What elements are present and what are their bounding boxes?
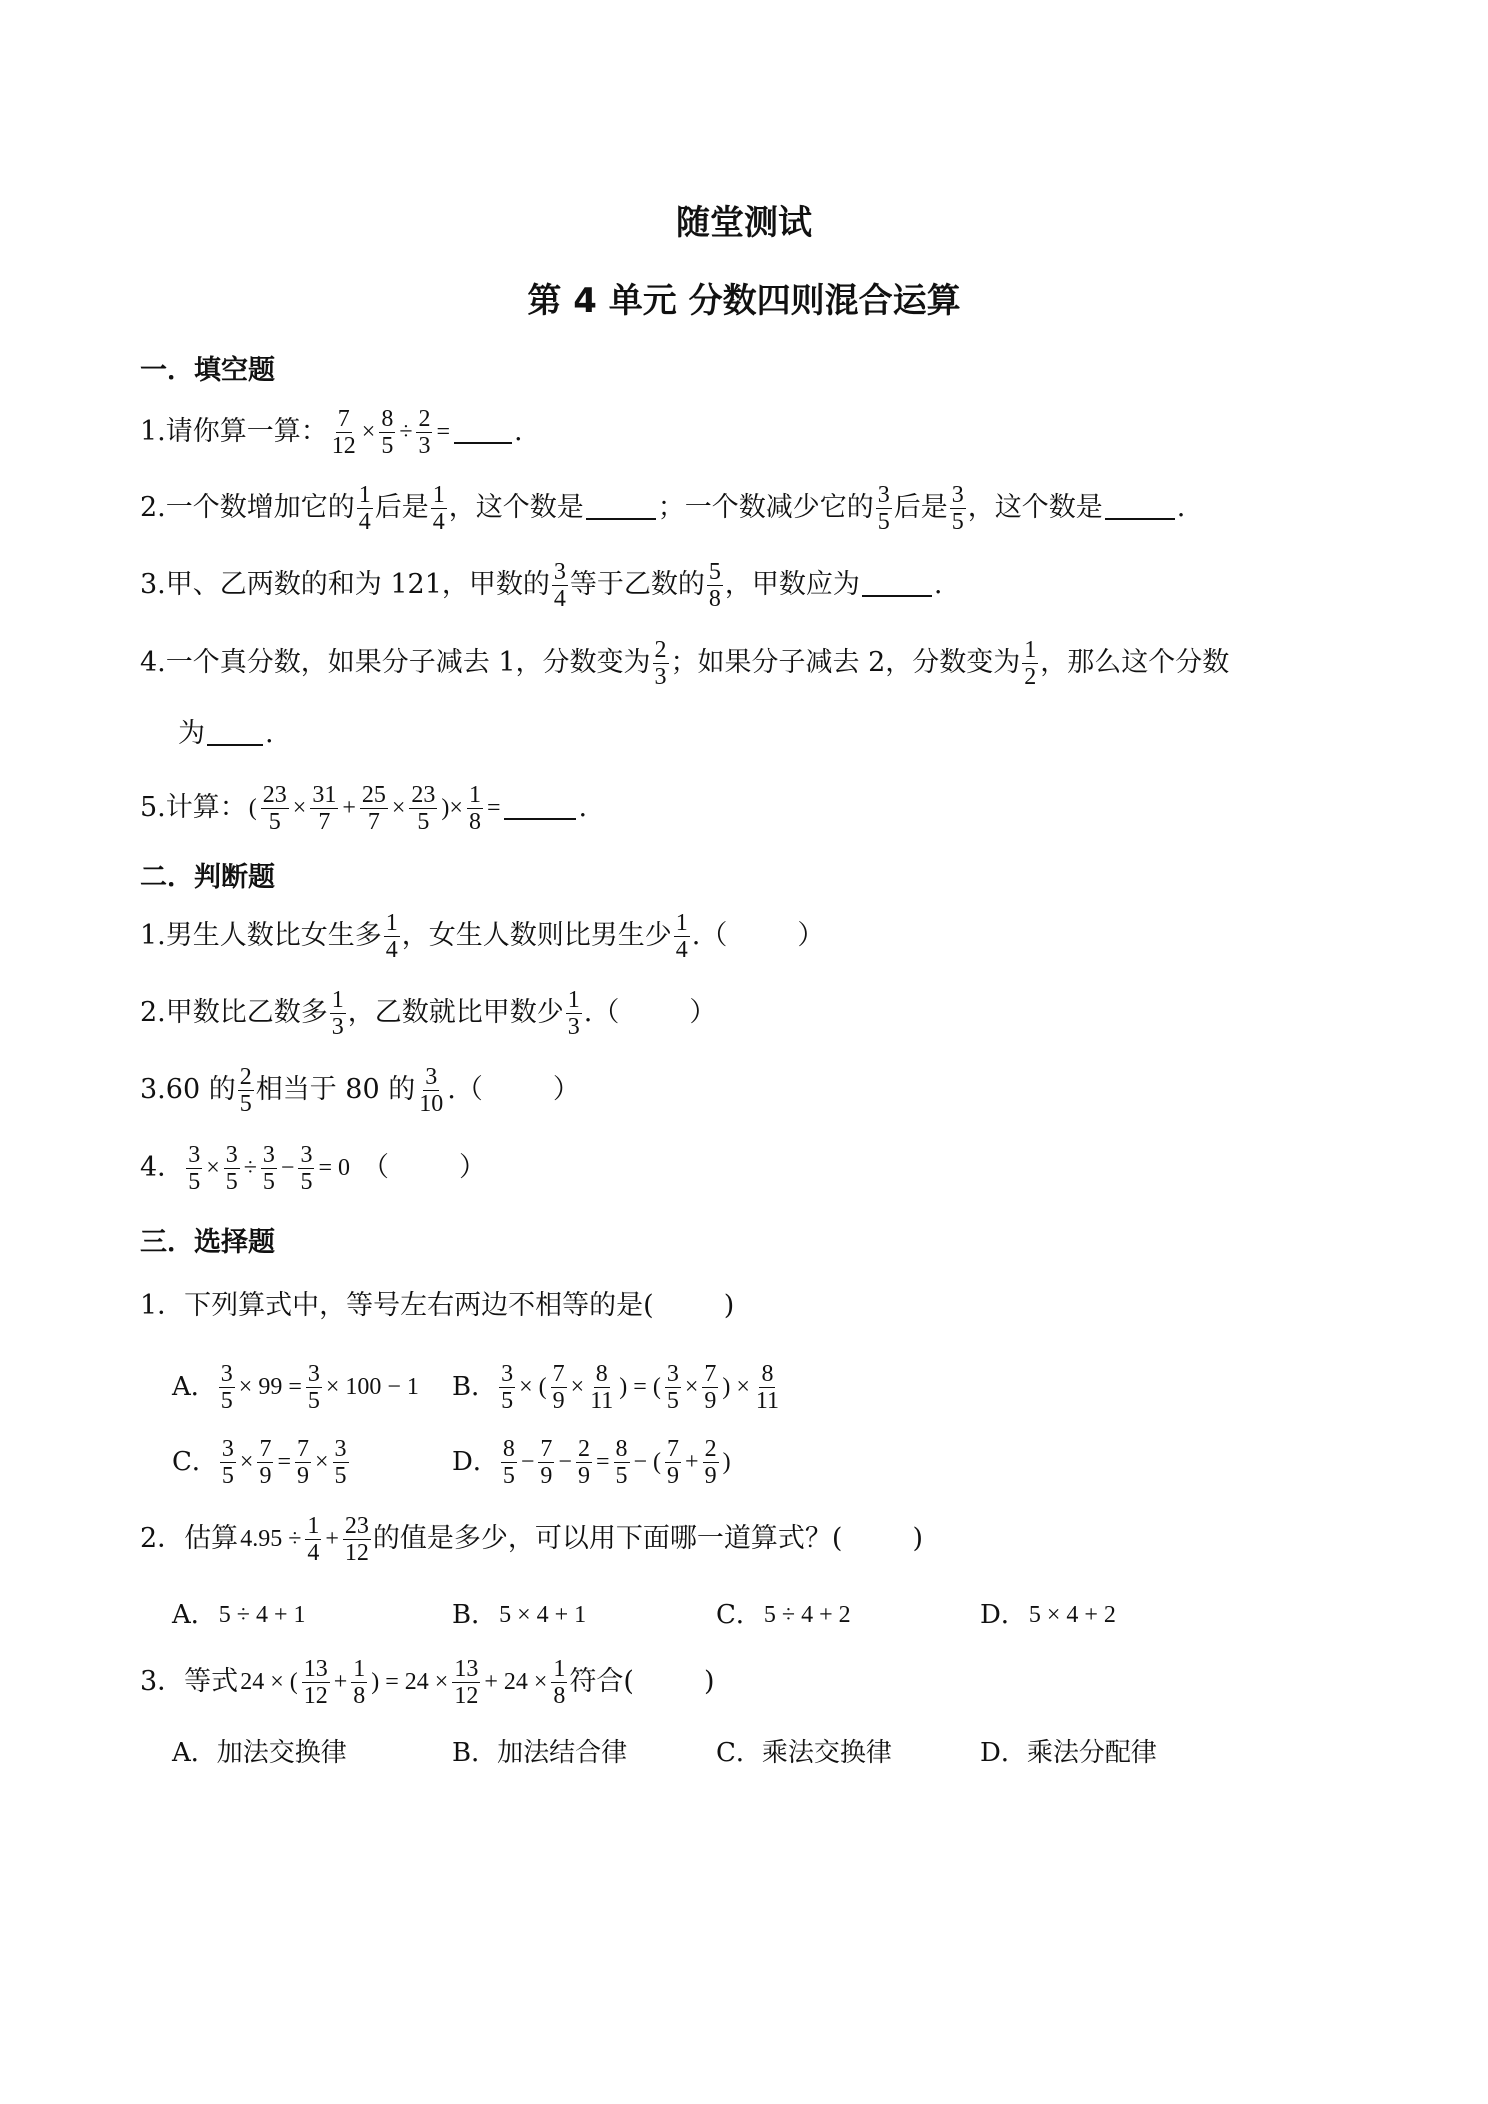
fraction: $\frac{1}{3}$ (331, 986, 344, 1040)
answer-blank[interactable] (454, 420, 512, 444)
choice-1-option-d[interactable]: D． $\frac{8}{5}$ − $\frac{7}{9}$ − $\frac{2}{9}$ = $\frac{8}{5}$ − ( $\frac{7}{9}$ + $\frac{2}{9}$ ) (452, 1435, 731, 1489)
choice-question-2: 2．估算 4.95 ÷ $\frac{1}{4}$ + $\frac{23}{12}$ 的值是多少，可以用下面哪一道算式？( ) (140, 1512, 923, 1566)
page-subtitle: 第 4 单元 分数四则混合运算 (527, 281, 961, 321)
fill-question-5: 5.计算： ( $\frac{23}{5}$ × $\frac{31}{7}$ + $\frac{25}{7}$ × $\frac{23}{5}$ )× $\frac{1}{8}$ = . (140, 781, 588, 835)
choice-3-option-c[interactable]: C． 乘法交换律 (716, 1738, 892, 1768)
question-text: 3.60 的 (140, 1074, 236, 1105)
fraction: $\frac{31}{7}$ (312, 781, 337, 835)
choice-question-1: 1．下列算式中，等号左右两边不相等的是( ) (140, 1276, 734, 1336)
fraction: $\frac{23}{5}$ (411, 781, 436, 835)
fraction: $\frac{2}{3}$ (418, 405, 431, 459)
fraction: $\frac{3}{5}$ (262, 1141, 275, 1195)
fraction: $\frac{23}{5}$ (262, 781, 287, 835)
question-text: 3．等式 (140, 1666, 239, 1697)
choice-question-3: 3．等式 24 × ( $\frac{13}{12}$ + $\frac{1}{8}$ ) = 24 × $\frac{13}{12}$ + 24 × $\frac{1}{8}$ 符合( ) (140, 1655, 715, 1709)
section-heading-judge: 二．判断题 (140, 862, 275, 893)
judge-question-4: 4． $\frac{3}{5}$ × $\frac{3}{5}$ ÷ $\frac{3}{5}$ − $\frac{3}{5}$ = 0 （ ） (140, 1141, 486, 1195)
answer-blank[interactable] (1105, 496, 1175, 520)
fraction: $\frac{8}{5}$ (381, 405, 394, 459)
choice-2-option-d[interactable]: D． 5 × 4 + 2 (980, 1600, 1116, 1630)
fraction: $\frac{1}{4}$ (358, 481, 371, 535)
choice-3-option-b[interactable]: B． 加法结合律 (452, 1738, 628, 1768)
fill-question-4-continued: 为 . (178, 718, 274, 749)
answer-blank[interactable] (207, 722, 263, 746)
fill-question-2: 2.一个数增加它的 $\frac{1}{4}$ 后是 $\frac{1}{4}$ ，这个数是 ；一个数减少它的 $\frac{3}{5}$ 后是 $\frac{3}{5}$ ，这个数是 . (140, 481, 1186, 535)
fraction: $\frac{3}{5}$ (877, 481, 890, 535)
judge-question-1: 1.男生人数比女生多 $\frac{1}{4}$ ，女生人数则比男生少 $\frac{1}{4}$ .（ ） (140, 909, 825, 963)
fraction: $\frac{3}{10}$ (419, 1063, 444, 1117)
fraction: $\frac{3}{5}$ (951, 481, 964, 535)
question-text: 1．下列算式中，等号左右两边不相等的是( (140, 1290, 654, 1321)
fraction: $\frac{3}{5}$ (188, 1141, 201, 1195)
choice-3-option-d[interactable]: D． 乘法分配律 (980, 1738, 1157, 1768)
fraction: $\frac{1}{4}$ (385, 909, 398, 963)
question-text: 3.甲、乙两数的和为 121，甲数的 (140, 569, 550, 600)
fraction: $\frac{1}{8}$ (468, 781, 481, 835)
fill-question-3: 3.甲、乙两数的和为 121，甲数的 $\frac{3}{4}$ 等于乙数的 $\frac{5}{8}$ ，甲数应为 . (140, 558, 943, 612)
choice-2-option-c[interactable]: C． 5 ÷ 4 + 2 (716, 1600, 851, 1630)
question-text: 2.甲数比乙数多 (140, 997, 328, 1028)
fraction: $\frac{1}{4}$ (675, 909, 688, 963)
question-text: 2．估算 (140, 1523, 239, 1554)
fraction: $\frac{1}{4}$ (432, 481, 445, 535)
fill-question-1: 1.请你算一算： $\frac{7}{12}$ × $\frac{8}{5}$ ÷ $\frac{2}{3}$ = . (140, 405, 523, 459)
choice-1-option-a[interactable]: A． $\frac{3}{5}$ × 99 = $\frac{3}{5}$ × 100 − 1 (172, 1360, 419, 1414)
fraction: $\frac{2}{3}$ (654, 636, 667, 690)
fraction: $\frac{1}{2}$ (1024, 636, 1037, 690)
question-text: 1.男生人数比女生多 (140, 920, 382, 951)
fraction: $\frac{1}{3}$ (567, 986, 580, 1040)
fraction: $\frac{25}{7}$ (361, 781, 386, 835)
fraction: $\frac{3}{4}$ (553, 558, 566, 612)
answer-blank[interactable] (586, 496, 656, 520)
fraction: $\frac{7}{12}$ (331, 405, 356, 459)
fraction: $\frac{2}{5}$ (239, 1063, 252, 1117)
fill-question-4: 4.一个真分数，如果分子减去 1，分数变为 $\frac{2}{3}$ ；如果分子减去 2，分数变为 $\frac{1}{2}$ ，那么这个分数 (140, 636, 1230, 690)
choice-3-option-a[interactable]: A． 加法交换律 (172, 1738, 347, 1768)
section-heading-fill: 一．填空题 (140, 355, 275, 386)
choice-1-option-b[interactable]: B． $\frac{3}{5}$ × ( $\frac{7}{9}$ × $\frac{8}{11}$ ) = ( $\frac{3}{5}$ × $\frac{7}{9}$ ) × $\frac{8}{11}$ (452, 1360, 780, 1414)
section-heading-choice: 三．选择题 (140, 1227, 275, 1258)
fraction: $\frac{3}{5}$ (225, 1141, 238, 1195)
question-text: 4.一个真分数，如果分子减去 1，分数变为 (140, 647, 651, 678)
choice-2-option-b[interactable]: B． 5 × 4 + 1 (452, 1600, 587, 1630)
fraction: $\frac{3}{5}$ (300, 1141, 313, 1195)
question-text: 5.计算： (140, 792, 247, 823)
judge-question-2: 2.甲数比乙数多 $\frac{1}{3}$ ，乙数就比甲数少 $\frac{1}{3}$ .（ ） (140, 986, 717, 1040)
question-text: 4． (140, 1152, 185, 1183)
question-text: 1.请你算一算： (140, 416, 328, 447)
answer-blank[interactable] (862, 573, 932, 597)
answer-blank[interactable] (504, 796, 576, 820)
question-text: 2.一个数增加它的 (140, 492, 355, 523)
fraction: $\frac{5}{8}$ (708, 558, 721, 612)
judge-question-3: 3.60 的 $\frac{2}{5}$ 相当于 80 的 $\frac{3}{10}$ .（ ） (140, 1063, 580, 1117)
choice-1-option-c[interactable]: C． $\frac{3}{5}$ × $\frac{7}{9}$ = $\frac{7}{9}$ × $\frac{3}{5}$ (172, 1435, 347, 1489)
choice-2-option-a[interactable]: A． 5 ÷ 4 + 1 (172, 1600, 306, 1630)
page-title: 随堂测试 (676, 203, 812, 243)
